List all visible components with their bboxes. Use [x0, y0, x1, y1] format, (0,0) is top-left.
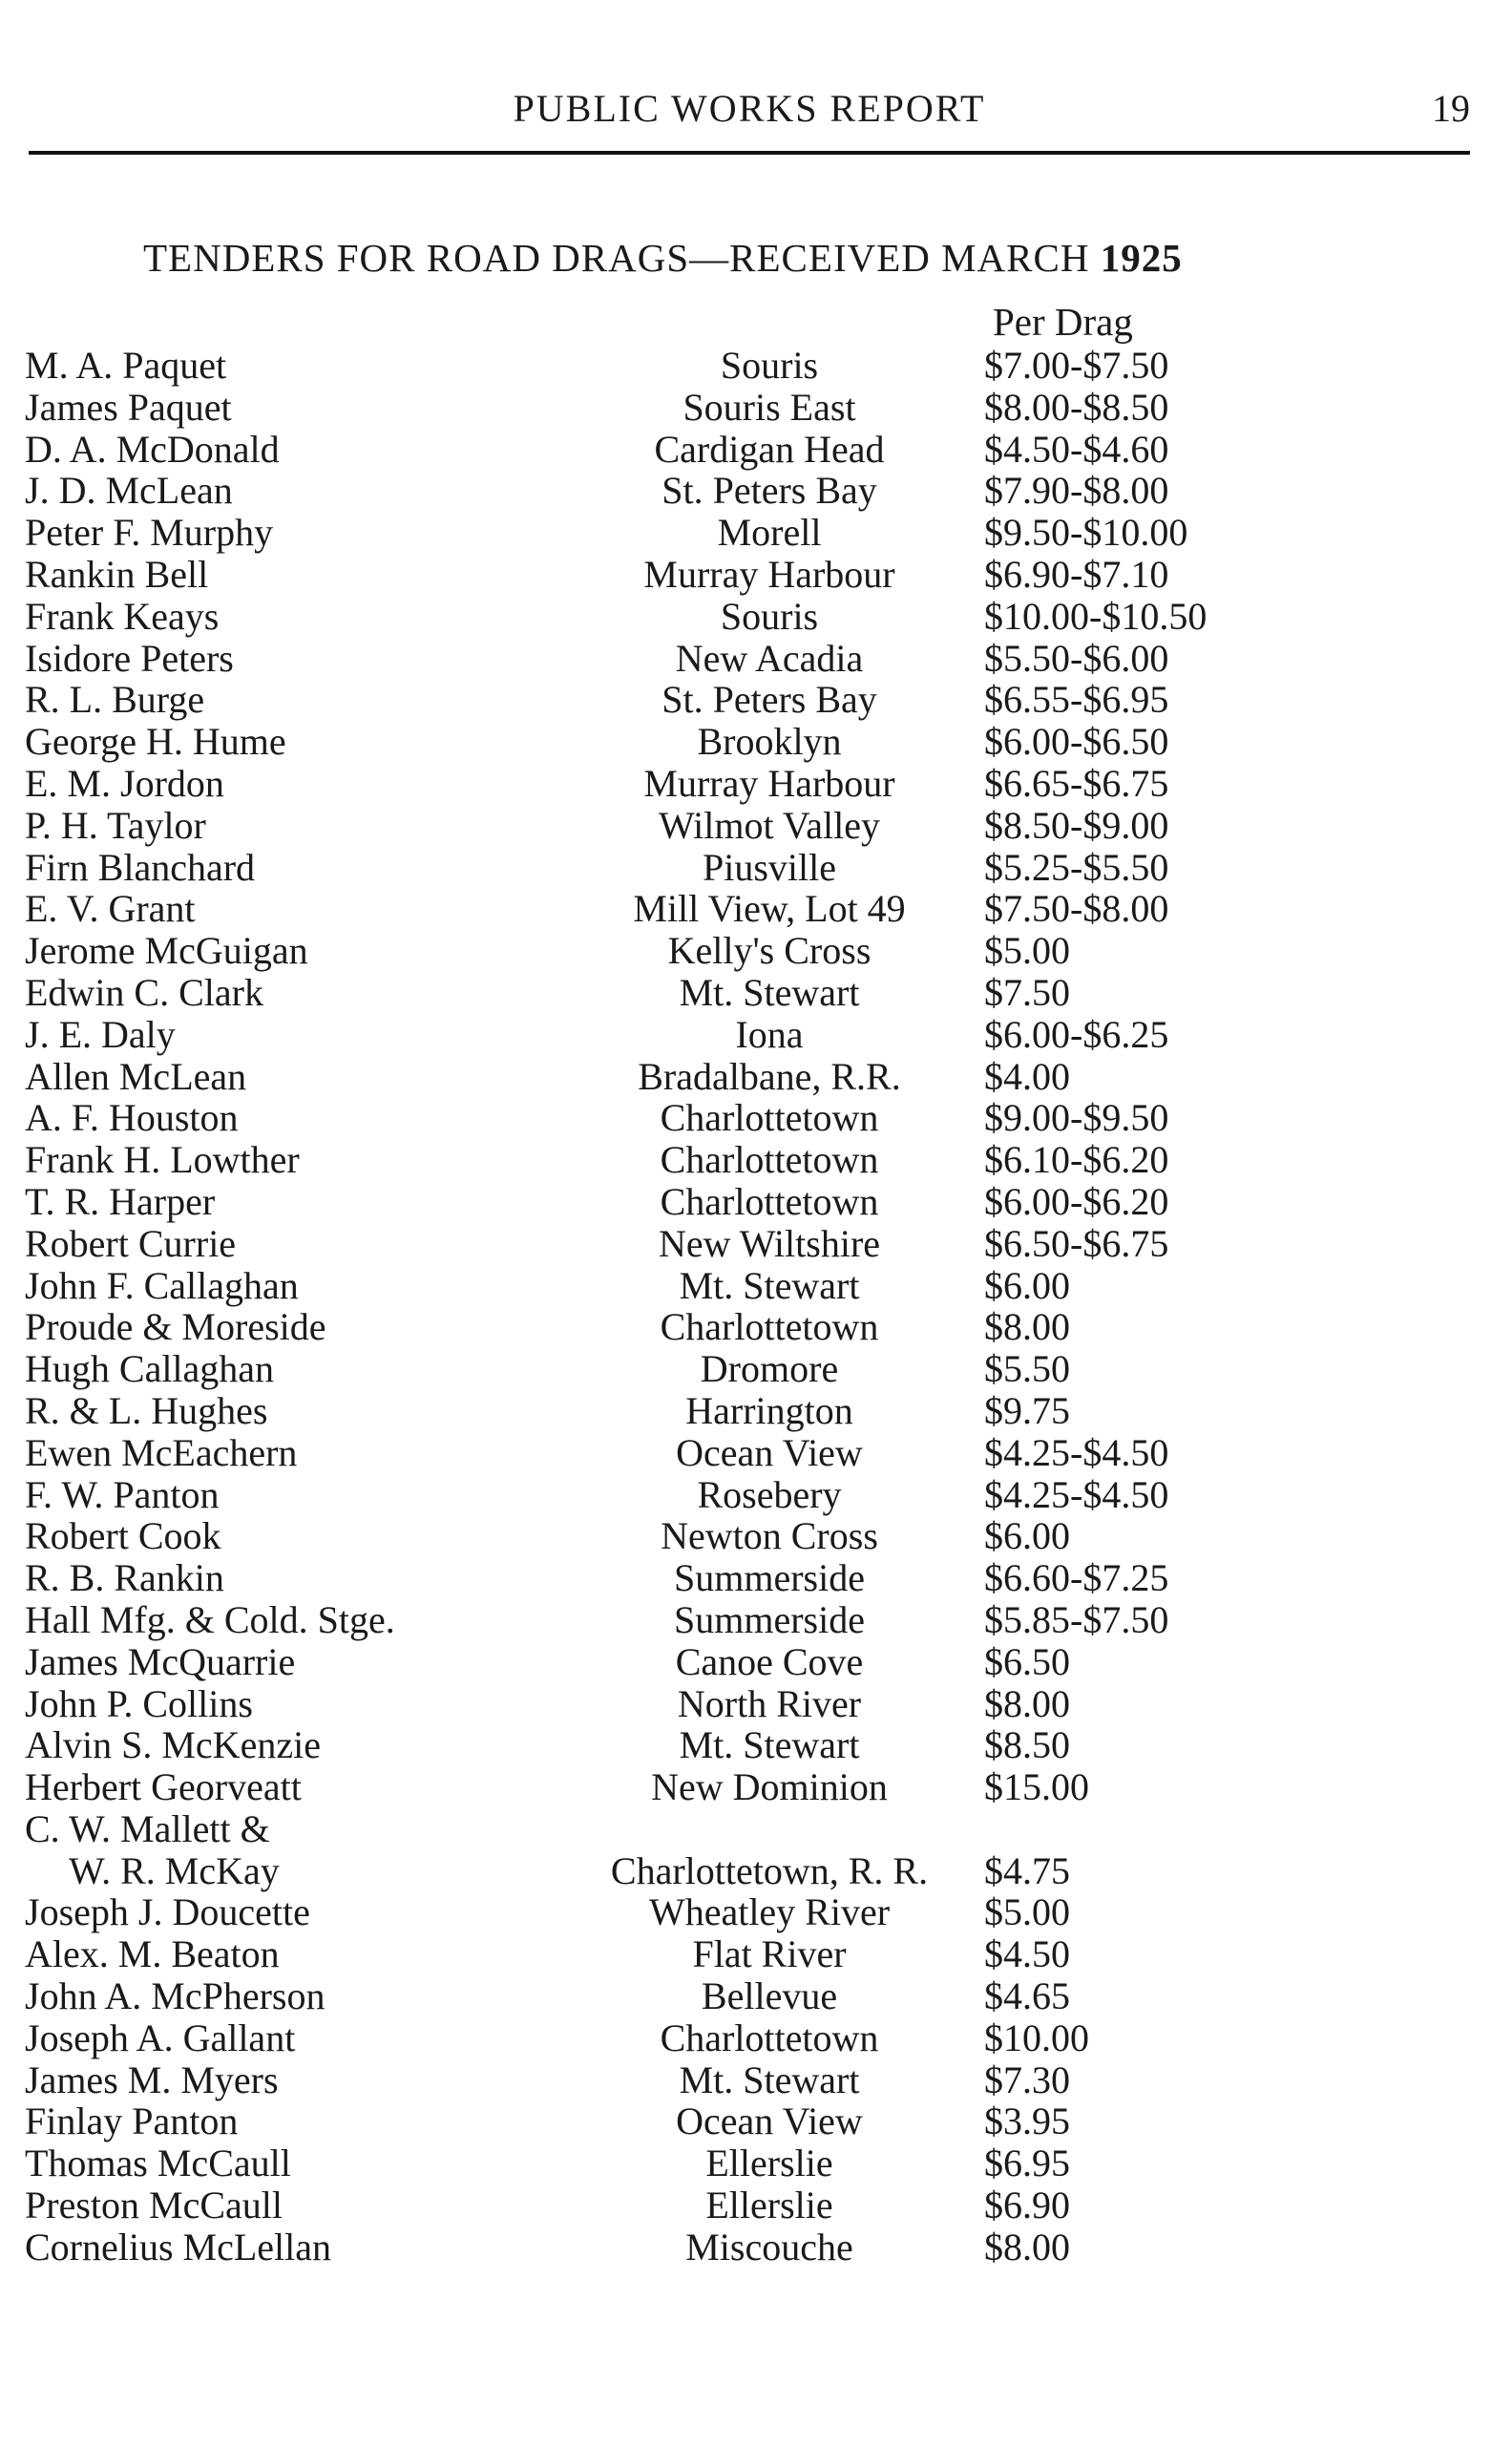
price-per-drag: $10.00 [984, 2015, 1089, 2059]
tenderer-name: John A. McPherson [25, 1974, 326, 2018]
tenderer-location: Brooklyn [697, 720, 842, 764]
tender-row [25, 1306, 1266, 1348]
tender-row [25, 429, 1266, 471]
price-per-drag: $8.50 [984, 1723, 1070, 1767]
tenderer-location: Rosebery [697, 1472, 842, 1516]
tenderer-name: D. A. McDonald [25, 427, 280, 471]
tenderer-location: Charlottetown [660, 1138, 879, 1182]
tender-row [25, 972, 1266, 1014]
tenderer-name: John F. Callaghan [25, 1263, 299, 1307]
tender-row [25, 2226, 1266, 2269]
tender-row [25, 345, 1266, 387]
price-per-drag: $6.50 [984, 1639, 1070, 1683]
tenderer-location: Morell [717, 511, 822, 555]
tender-row [25, 1014, 1266, 1056]
tenderer-location: Charlottetown [660, 2015, 879, 2059]
tenderer-name: Preston McCaull [25, 2184, 283, 2227]
price-per-drag: $4.25-$4.50 [984, 1472, 1169, 1516]
tenderer-name: Proude & Moreside [25, 1305, 326, 1349]
tender-row [25, 888, 1266, 930]
price-column-header: Per Drag [993, 300, 1133, 344]
tenderer-location: New Acadia [675, 636, 864, 680]
tenderer-name: Isidore Peters [25, 636, 234, 680]
tenderer-location: Souris [720, 344, 819, 387]
price-per-drag: $4.50-$4.60 [984, 427, 1169, 471]
price-per-drag: $6.60-$7.25 [984, 1556, 1169, 1600]
tenderer-name: Joseph J. Doucette [25, 1890, 310, 1934]
tenderer-location: North River [677, 1681, 862, 1725]
tenderer-name: James McQuarrie [25, 1639, 296, 1683]
tenderer-name: R. B. Rankin [25, 1556, 224, 1600]
price-per-drag: $6.00-$6.25 [984, 1012, 1169, 1056]
tender-row [25, 1641, 1266, 1683]
tenderer-name: Alex. M. Beaton [25, 1932, 280, 1976]
tenderer-name: Ewen McEachern [25, 1430, 298, 1474]
tender-row [25, 554, 1266, 596]
price-per-drag: $4.50 [984, 1932, 1070, 1976]
tender-row [25, 1181, 1266, 1223]
tender-row [25, 638, 1266, 680]
price-per-drag: $8.00 [984, 1305, 1070, 1349]
price-per-drag: $4.00 [984, 1054, 1070, 1098]
tender-row [25, 2142, 1266, 2184]
price-per-drag: $9.50-$10.00 [984, 511, 1188, 555]
price-per-drag: $6.50-$6.75 [984, 1221, 1169, 1265]
tenderer-location: Summerside [674, 1597, 865, 1641]
price-per-drag: $3.95 [984, 2100, 1070, 2143]
tenderer-location: Charlottetown [660, 1305, 879, 1349]
tenderer-name: Allen McLean [25, 1054, 247, 1098]
tender-row [25, 1390, 1266, 1432]
tender-row [25, 1599, 1266, 1641]
tenderer-location: Dromore [700, 1347, 839, 1391]
price-per-drag: $8.00 [984, 1681, 1070, 1725]
price-per-drag: $9.00-$9.50 [984, 1096, 1169, 1140]
tender-row [25, 1557, 1266, 1599]
tenderer-name: Thomas McCaull [25, 2142, 291, 2185]
tenderer-location: Ellerslie [705, 2142, 833, 2185]
tender-row [25, 679, 1266, 721]
tenderer-name: F. W. Panton [25, 1472, 220, 1516]
tenderer-location: Ellerslie [705, 2184, 833, 2227]
tender-row [25, 2100, 1266, 2142]
tenderer-name: John P. Collins [25, 1681, 253, 1725]
tenderer-name: Hall Mfg. & Cold. Stge. [25, 1597, 395, 1641]
tenderer-name: Jerome McGuigan [25, 929, 308, 973]
tenderer-name: Alvin S. McKenzie [25, 1723, 321, 1767]
price-per-drag: $6.55-$6.95 [984, 678, 1169, 722]
price-per-drag: $5.85-$7.50 [984, 1597, 1169, 1641]
price-per-drag: $5.50-$6.00 [984, 636, 1169, 680]
price-per-drag: $5.25-$5.50 [984, 845, 1169, 889]
tender-row [25, 596, 1266, 638]
tenderer-location: Canoe Cove [675, 1639, 864, 1683]
price-per-drag: $6.90-$7.10 [984, 552, 1169, 596]
tenderer-location: Mt. Stewart [679, 1723, 860, 1767]
tender-row [25, 512, 1266, 554]
tender-row [25, 1515, 1266, 1557]
tenderer-name: R. & L. Hughes [25, 1388, 268, 1432]
price-per-drag: $7.50-$8.00 [984, 887, 1169, 931]
tenderer-name: Rankin Bell [25, 552, 209, 596]
tenderer-location: Mt. Stewart [679, 970, 860, 1014]
tender-row [25, 1933, 1266, 1975]
tenderer-name: James M. Myers [25, 2058, 279, 2101]
tender-row [25, 1348, 1266, 1390]
tenderer-name: C. W. Mallett & [25, 1806, 270, 1850]
tenderer-location: Flat River [692, 1932, 847, 1976]
price-per-drag: $6.10-$6.20 [984, 1138, 1169, 1182]
tenderer-location: Wilmot Valley [658, 803, 881, 847]
tenderer-location: Bellevue [701, 1974, 838, 2018]
page-number: 19 [1432, 87, 1470, 130]
tender-row [25, 1265, 1266, 1307]
table-title-text: TENDERS FOR ROAD DRAGS—RECEIVED MARCH [143, 236, 1090, 280]
tender-row [25, 930, 1266, 972]
tender-row [25, 2184, 1266, 2226]
tenderer-location: Wheatley River [648, 1890, 891, 1934]
tender-row [25, 1766, 1266, 1808]
price-per-drag: $6.00 [984, 1514, 1070, 1558]
price-per-drag: $5.00 [984, 929, 1070, 973]
tenderer-name-continued: W. R. McKay [69, 1848, 280, 1892]
tender-row [25, 1808, 1266, 1892]
price-per-drag: $4.65 [984, 1974, 1070, 2018]
tenderer-location: Souris East [682, 385, 856, 429]
tenderer-name: Robert Cook [25, 1514, 221, 1558]
price-per-drag: $6.00 [984, 1263, 1070, 1307]
tenderer-name: A. F. Houston [25, 1096, 239, 1140]
price-per-drag: $4.25-$4.50 [984, 1430, 1169, 1474]
tender-row [25, 1097, 1266, 1139]
price-per-drag: $7.90-$8.00 [984, 469, 1169, 513]
tenderer-location: New Wiltshire [658, 1221, 881, 1265]
tenderer-location: Ocean View [676, 1430, 863, 1474]
tenderer-name: Cornelius McLellan [25, 2225, 332, 2269]
price-per-drag: $6.95 [984, 2142, 1070, 2185]
tenderer-location: Piusville [702, 845, 837, 889]
tenderer-name: Frank H. Lowther [25, 1138, 300, 1182]
tenderer-location: Miscouche [685, 2225, 853, 2269]
price-per-drag: $6.00-$6.20 [984, 1179, 1169, 1223]
tenderer-name: T. R. Harper [25, 1179, 216, 1223]
price-per-drag: $7.30 [984, 2058, 1070, 2101]
tenderer-location: Mt. Stewart [679, 2058, 860, 2101]
tender-row [25, 2059, 1266, 2101]
tenderer-name: E. M. Jordon [25, 761, 224, 805]
tender-row [25, 1891, 1266, 1933]
tender-row [25, 1683, 1266, 1725]
tender-row [25, 1432, 1266, 1474]
tenderer-name: Frank Keays [25, 594, 220, 638]
tender-list [25, 345, 1266, 2269]
tenderer-name: M. A. Paquet [25, 344, 227, 387]
tenderer-name: Edwin C. Clark [25, 970, 263, 1014]
tenderer-name: J. D. McLean [25, 469, 233, 513]
tender-row [25, 721, 1266, 763]
tender-row [25, 1223, 1266, 1265]
tenderer-name: Firn Blanchard [25, 845, 256, 889]
tender-row [25, 1724, 1266, 1766]
tenderer-location: Summerside [674, 1556, 865, 1600]
tenderer-name: Finlay Panton [25, 2100, 239, 2143]
price-per-drag: $8.50-$9.00 [984, 803, 1169, 847]
tenderer-location: Ocean View [676, 2100, 863, 2143]
tender-row [25, 387, 1266, 429]
price-per-drag: $6.65-$6.75 [984, 761, 1169, 805]
tenderer-name: Peter F. Murphy [25, 511, 274, 555]
tenderer-location: Charlottetown [660, 1096, 879, 1140]
running-head [29, 86, 1470, 143]
price-per-drag: $10.00-$10.50 [984, 594, 1208, 638]
price-per-drag: $7.00-$7.50 [984, 344, 1169, 387]
tender-row [25, 2017, 1266, 2059]
price-per-drag: $4.75 [984, 1848, 1070, 1892]
tenderer-location: Mt. Stewart [679, 1263, 860, 1307]
tenderer-location: Harrington [685, 1388, 853, 1432]
tenderer-name: Hugh Callaghan [25, 1347, 275, 1391]
tenderer-name: P. H. Taylor [25, 803, 206, 847]
table-title-year: 1925 [1100, 236, 1183, 280]
price-per-drag: $8.00-$8.50 [984, 385, 1169, 429]
tenderer-location: St. Peters Bay [662, 678, 877, 722]
tenderer-location: Kelly's Cross [667, 929, 872, 973]
price-per-drag: $7.50 [984, 970, 1070, 1014]
tenderer-location: Souris [720, 594, 819, 638]
tenderer-location: Iona [735, 1012, 804, 1056]
tenderer-name: Joseph A. Gallant [25, 2015, 296, 2059]
tenderer-location: Mill View, Lot 49 [633, 887, 906, 931]
tenderer-name: Herbert Georveatt [25, 1765, 302, 1809]
tenderer-location: Murray Harbour [643, 552, 895, 596]
tenderer-location: Newton Cross [661, 1514, 878, 1558]
tenderer-location: Charlottetown [660, 1179, 879, 1223]
header-rule [29, 151, 1470, 155]
tender-row [25, 1056, 1266, 1098]
tenderer-name: E. V. Grant [25, 887, 196, 931]
price-per-drag: $5.00 [984, 1890, 1070, 1934]
price-per-drag: $8.00 [984, 2225, 1070, 2269]
tenderer-location: New Dominion [651, 1765, 888, 1809]
tenderer-location: Murray Harbour [643, 761, 895, 805]
table-title [143, 235, 1183, 281]
tenderer-name: George H. Hume [25, 720, 286, 764]
price-per-drag: $9.75 [984, 1388, 1070, 1432]
tenderer-name: Robert Currie [25, 1221, 237, 1265]
price-per-drag: $5.50 [984, 1347, 1070, 1391]
tenderer-name: James Paquet [25, 385, 232, 429]
tenderer-location: Cardigan Head [654, 427, 885, 471]
tender-row [25, 847, 1266, 889]
running-title: PUBLIC WORKS REPORT [513, 87, 986, 130]
tender-row [25, 1474, 1266, 1516]
tender-row [25, 763, 1266, 805]
tender-row [25, 470, 1266, 512]
tenderer-name: J. E. Daly [25, 1012, 176, 1056]
tenderer-location: Charlottetown, R. R. [610, 1848, 929, 1892]
price-per-drag: $15.00 [984, 1765, 1089, 1809]
tender-row [25, 1139, 1266, 1181]
tenderer-name: R. L. Burge [25, 678, 205, 722]
price-per-drag: $6.00-$6.50 [984, 720, 1169, 764]
price-per-drag: $6.90 [984, 2184, 1070, 2227]
tender-row [25, 805, 1266, 847]
tender-row [25, 1975, 1266, 2017]
tenderer-location: St. Peters Bay [662, 469, 877, 513]
tenderer-location: Bradalbane, R.R. [638, 1054, 901, 1098]
